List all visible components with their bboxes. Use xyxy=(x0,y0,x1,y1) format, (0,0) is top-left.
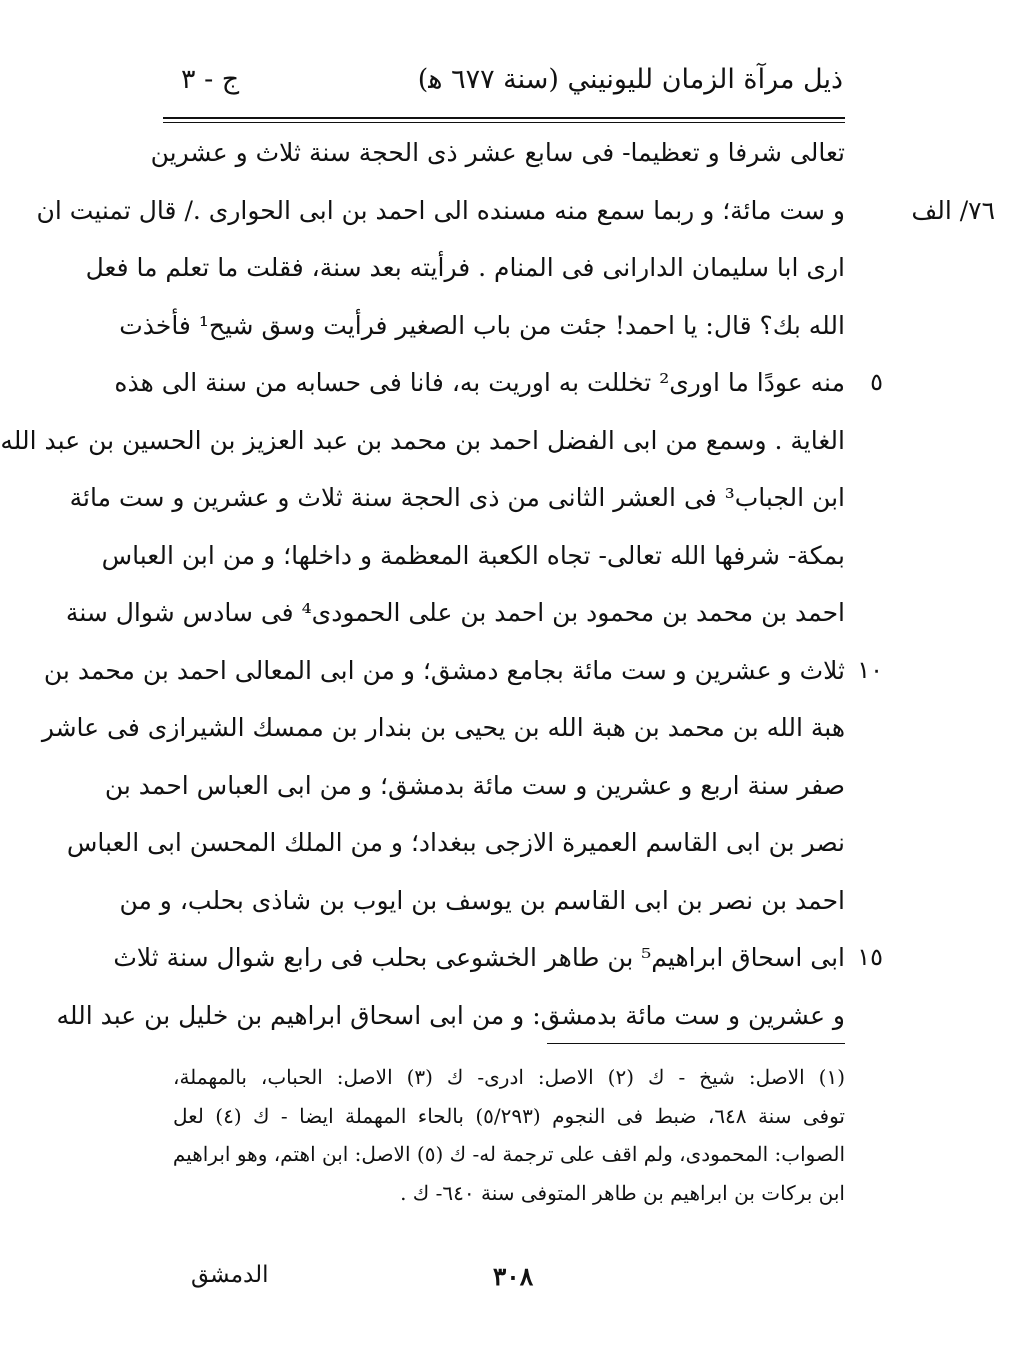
text-line: احمد بن محمد بن محمود بن احمد بن على الحمودى⁴ فى سادس شوال سنة xyxy=(65,598,845,627)
text-line: ارى ابا سليمان الدارانى فى المنام . فرأيته بعد سنة، فقلت ما تعلم ما فعل xyxy=(85,253,845,282)
text-line: بمكة- شرفها الله تعالى- تجاه الكعبة المعظمة و داخلها؛ و من ابن العباس xyxy=(101,540,845,570)
text-line: و ست مائة؛ و ربما سمع منه مسنده الى احمد بن ابى الحوارى ./ قال تمنيت ان xyxy=(36,195,845,225)
text-line: ابن الجباب³ فى العشر الثانى من ذى الحجة سنة ثلاث و عشرين و ست مائة xyxy=(69,483,845,512)
footnote-line: الصواب: المحمودى، ولم اقف على ترجمة له- ك (٥) الاصل: ابن اهتم، وهو ابراهيم xyxy=(172,1142,845,1166)
text-line: صفر سنة اربع و عشرين و ست مائة بدمشق؛ و من ابى العباس احمد بن xyxy=(104,770,845,800)
footnotes xyxy=(173,1058,845,1212)
footnote-line: توفى سنة ٦٤٨، ضبط فى النجوم (٥/٢٩٣) بالحاء المهملة ايضا - ك (٤) لعل xyxy=(173,1103,845,1128)
text-line: ثلاث و عشرين و ست مائة بجامع دمشق؛ و من ابى المعالى احمد بن محمد بن xyxy=(43,655,845,685)
volume-number: ج - ٣ xyxy=(181,64,240,95)
header-rule-thick xyxy=(163,117,845,119)
text-line: احمد بن نصر بن ابى القاسم بن يوسف بن ايوب بن شاذى بحلب، و من xyxy=(119,885,845,915)
folio-margin-note: ٧٦/ الف xyxy=(911,196,995,225)
running-title: ذيل مرآة الزمان لليونيني (سنة ٦٧٧ ﻫ) xyxy=(417,64,843,95)
text-line: و عشرين و ست مائة بدمشق: و من ابى اسحاق ابراهيم بن خليل بن عبد الله xyxy=(56,1000,845,1030)
text-line: تعالى شرفا و تعظيما- فى سابع عشر ذى الحجة سنة ثلاث و عشرين xyxy=(150,138,845,167)
text-line: الله بك؟ قال: يا احمد! جئت من باب الصغير فرأيت وسق شيح¹ فأخذت xyxy=(119,310,845,340)
line-number-15: ١٥ xyxy=(857,943,883,971)
footer-signature: الدمشق xyxy=(191,1262,269,1288)
page-header xyxy=(163,58,843,108)
text-line: هبة الله بن محمد بن هبة الله بن يحيى بن بندار بن ممسك الشيرازى فى عاشر xyxy=(41,713,845,742)
header-rule-thin xyxy=(163,122,845,123)
text-line: نصر بن ابى القاسم العميرة الازجى ببغداد؛ و من الملك المحسن ابى العباس xyxy=(66,828,845,857)
line-number-10: ١٠ xyxy=(857,656,883,684)
text-line: منه عودًا ما اورى² تخللت به اوريت به، فانا فى حسابه من سنة الى هذه xyxy=(114,368,845,397)
footnote-rule xyxy=(547,1043,845,1044)
text-line: ابى اسحاق ابراهيم⁵ بن طاهر الخشوعى بحلب فى رابع شوال سنة ثلاث xyxy=(113,943,845,972)
body-text xyxy=(0,124,845,1044)
line-number-5: ٥ xyxy=(870,368,883,396)
text-line: الغاية . وسمع من ابى الفضل احمد بن محمد بن عبد العزيز بن الحسين بن عبد الله xyxy=(0,425,845,455)
footnote-line: ابن بركات بن ابراهيم بن طاهر المتوفى سنة ٦٤٠- ك . xyxy=(400,1180,845,1205)
page-number: ٣٠٨ xyxy=(492,1262,534,1291)
footnote-line: (١) الاصل: شيخ - ك (٢) الاصل: ادرى- ك (٣) الاصل: الحباب، بالمهملة، xyxy=(173,1065,846,1089)
